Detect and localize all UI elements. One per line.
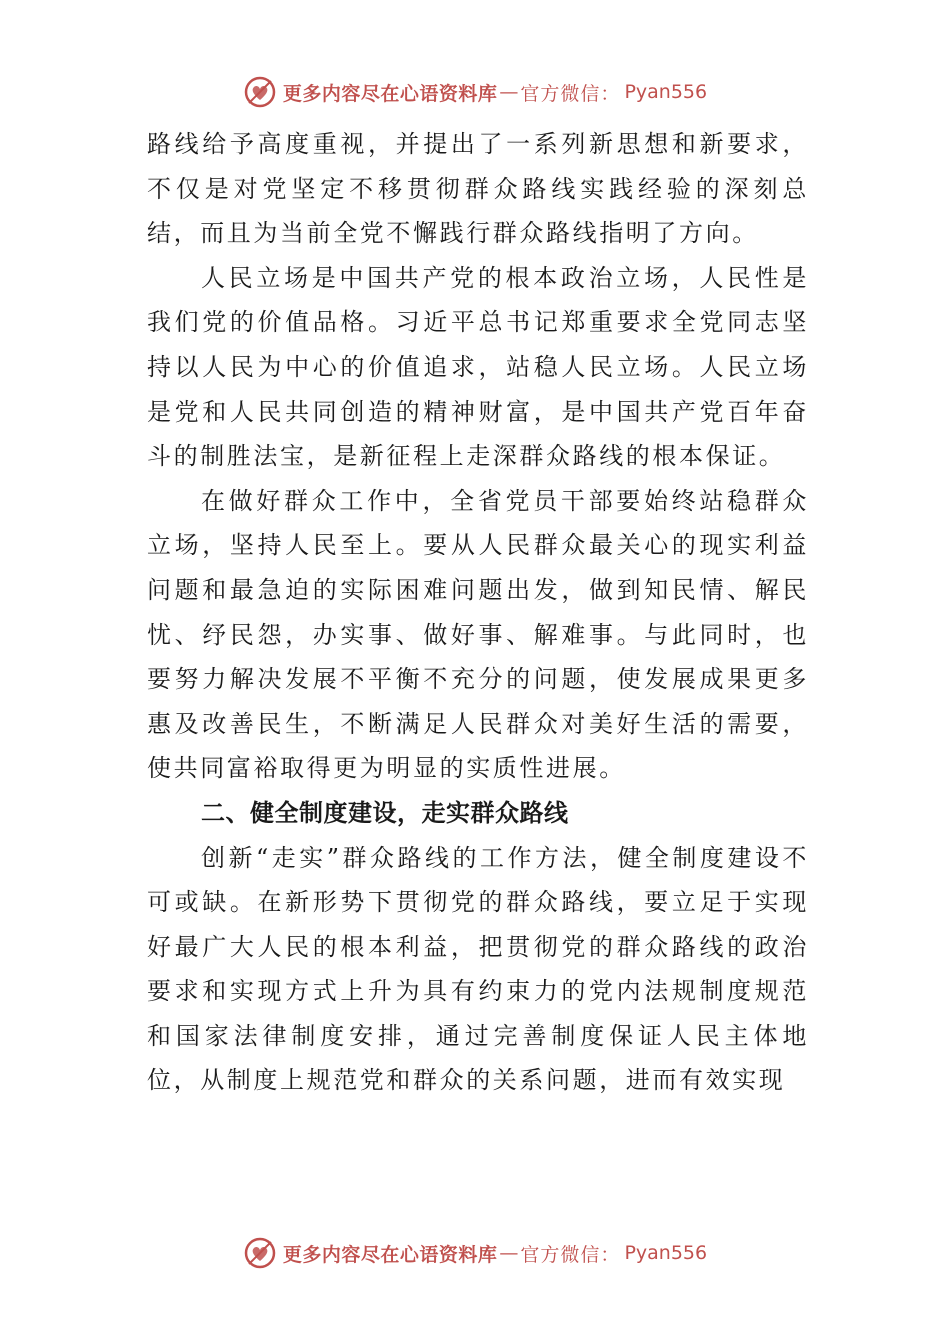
paragraph-4: 创新“走实”群众路线的工作方法，健全制度建设不可或缺。在新形势下贯彻党的群众路线，要立足于实现好最广大人民的根本利益，把贯彻党的群众路线的政治要求和实现方式上升为具有约束力的党内法规制度规范和国家法律制度安排，通过完善制度保证人民主体地位，从制度上规范党和群众的关系问题，进而有效实现 [147, 843, 809, 1095]
section-heading-2: 二、健全制度建设，走实群众路线 [201, 798, 569, 827]
heart-pen-logo-icon [243, 1236, 277, 1270]
heart-pen-logo-icon [243, 75, 277, 109]
watermark-wechat-id: Pyan556 [624, 1242, 708, 1264]
watermark-wechat-id: Pyan556 [624, 81, 708, 103]
watermark-brand: 更多内容尽在心语资料库 [282, 1243, 498, 1266]
watermark-separator: — [499, 81, 519, 103]
paragraph-3: 在做好群众工作中，全省党员干部要始终站稳群众立场，坚持人民至上。要从人民群众最关心的现实利益问题和最急迫的实际困难问题出发，做到知民情、解民忧、纾民怨，办实事、做好事、解难事。与此同时，也要努力解决发展不平衡不充分的问题，使发展成果更多惠及改善民生，不断满足人民群众对美好生活的需要，使共同富裕取得更为明显的实质性进展。 [147, 486, 809, 783]
paragraph-2: 人民立场是中国共产党的根本政治立场，人民性是我们党的价值品格。习近平总书记郑重要求全党同志坚持以人民为中心的价值追求，站稳人民立场。人民立场是党和人民共同创造的精神财富，是中国共产党百年奋斗的制胜法宝，是新征程上走深群众路线的根本保证。 [147, 263, 809, 471]
watermark-brand: 更多内容尽在心语资料库 [282, 82, 498, 105]
watermark-wechat-label: 官方微信： [520, 82, 621, 105]
header-watermark [0, 75, 950, 109]
document-body [147, 122, 809, 1103]
watermark-separator: — [499, 1242, 519, 1264]
footer-watermark [0, 1236, 950, 1270]
paragraph-1: 路线给予高度重视，并提出了一系列新思想和新要求，不仅是对党坚定不移贯彻群众路线实践经验的深刻总结，而且为当前全党不懈践行群众路线指明了方向。 [147, 130, 809, 248]
watermark-wechat-label: 官方微信： [520, 1243, 621, 1266]
